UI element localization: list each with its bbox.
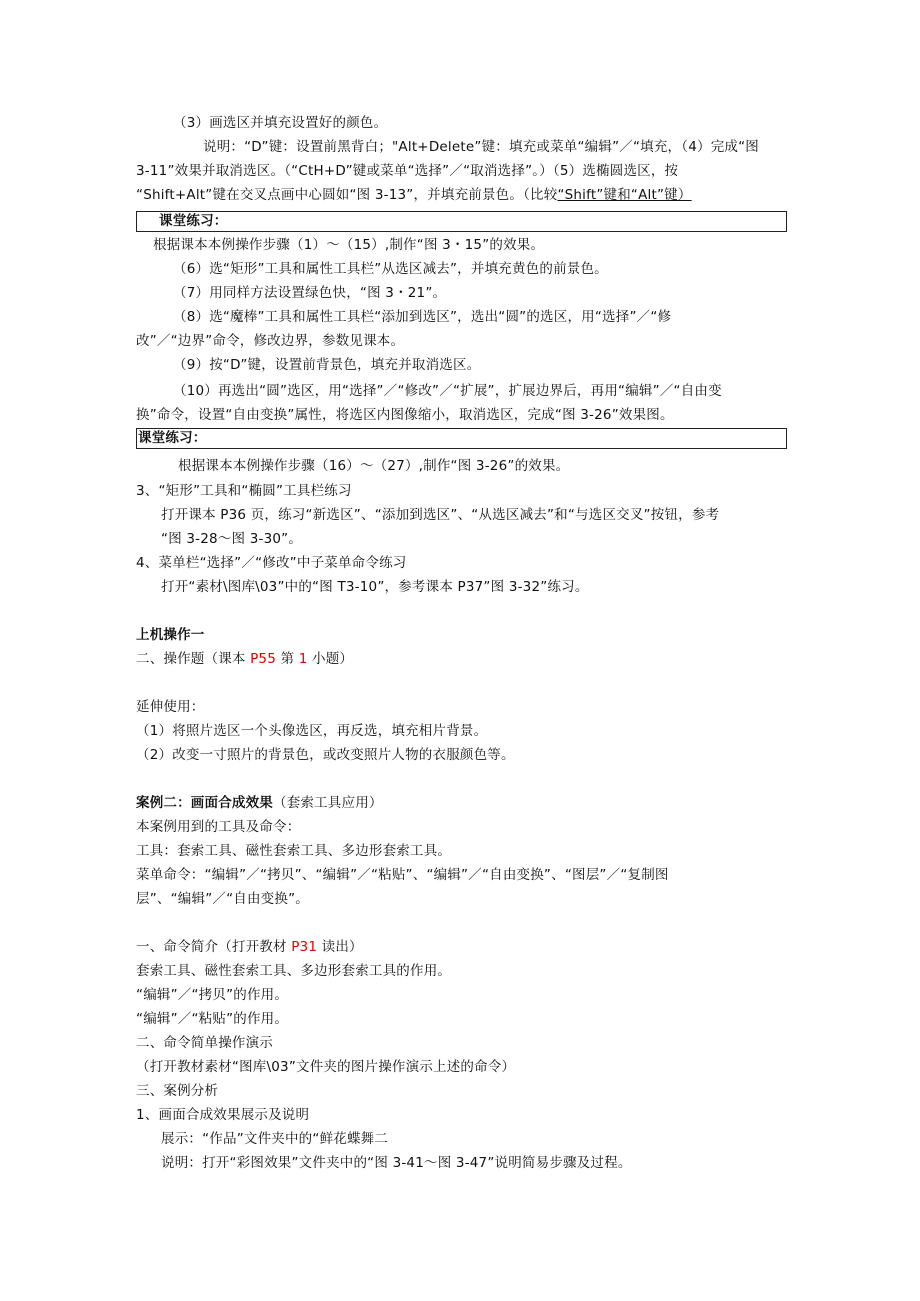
exercise-text-1: 根据课本本例操作步骤（1）～（15）,制作“图 3・15”的效果。	[153, 237, 545, 253]
command-intro-a: 一、命令简介（打开教材	[136, 939, 292, 955]
demo-heading: 二、命令简单操作演示	[136, 1035, 273, 1051]
analysis-item-1: 1、画面合成效果展示及说明	[136, 1107, 310, 1123]
step-8-text: （8）选“魔棒”工具和属性工具栏“添加到选区”，选出“圆”的选区，用“选择”／“修	[173, 309, 672, 325]
command-intro-heading	[136, 937, 363, 957]
extension-item-2: （2）改变一寸照片的背景色，或改变照片人物的衣服颜色等。	[136, 747, 515, 763]
lab-heading: 上机操作一	[136, 627, 205, 643]
exercise-box-1	[136, 211, 787, 232]
step-9-text: （9）按“D”键，设置前背景色，填充并取消选区。	[173, 357, 481, 373]
case-2-tools: 工具：套索工具、磁性套索工具、多边形套索工具。	[136, 843, 452, 859]
command-intro-2: “编辑”／“拷贝”的作用。	[136, 987, 289, 1003]
extension-item-1: （1）将照片选区一个头像选区，再反选，填充相片背景。	[136, 723, 488, 739]
operation-question-a: 二、操作题（课本	[136, 651, 251, 667]
analysis-explain: 说明：打开“彩图效果”文件夹中的“图 3-41～图 3-47”说明简易步骤及过程。	[161, 1155, 632, 1171]
command-intro-c: 读出）	[317, 939, 363, 955]
note-text-3a: “Shift+Alt”键在交叉点画中心圆如“图 3-13”，并填充前景色。（比较	[136, 187, 558, 203]
extension-heading: 延伸使用：	[136, 699, 205, 715]
section-4-heading: 4、菜单栏“选择”／“修改”中子菜单命令练习	[136, 555, 407, 571]
command-intro-3: “编辑”／“粘贴”的作用。	[136, 1011, 289, 1027]
section-3-text-1: 打开课本 P36 页，练习“新选区”、“添加到选区”、“从选区减去”和“与选区交叉”按钮，参考	[161, 507, 720, 523]
step-7-text: （7）用同样方法设置绿色快，“图 3・21”。	[173, 285, 447, 301]
command-intro-1: 套索工具、磁性套索工具、多边形套索工具的作用。	[136, 963, 452, 979]
analysis-show: 展示：“作品”文件夹中的“鲜花蝶舞二	[161, 1131, 389, 1147]
note-text-3	[136, 185, 692, 205]
case-2-menu-2: 层”、“编辑”／“自由变换”。	[136, 891, 309, 907]
page-ref-p55: P55	[250, 651, 277, 667]
step-6-text: （6）选“矩形”工具和属性工具栏”从选区减去”，并填充黄色的前景色。	[173, 261, 608, 277]
page-ref-p31: P31	[291, 939, 318, 955]
section-3-text-2: “图 3-28～图 3-30”。	[161, 531, 303, 547]
section-3-heading: 3、“矩形”工具和“椭圆”工具栏练习	[136, 483, 352, 499]
exercise-heading-1: 课堂练习：	[159, 213, 228, 229]
operation-question	[136, 649, 353, 669]
analysis-heading: 三、案例分析	[136, 1083, 219, 1099]
step-10-text: （10）再选出“圆”选区，用“选择”／“修改”／“扩展”，扩展边界后，再用“编辑”／“自由变	[173, 383, 722, 399]
step-3-text: （3）画选区并填充设置好的颜色。	[173, 115, 388, 131]
step-8-text-cont: 改”／“边界”命令，修改边界，参数见课本。	[136, 333, 405, 349]
exercise-heading-2: 课堂练习：	[138, 430, 207, 446]
demo-text: （打开教材素材“图库\03”文件夹的图片操作演示上述的命令）	[136, 1059, 516, 1075]
exercise-box-2	[136, 428, 787, 449]
note-text-3b: “Shift”键和“Alt”键）	[557, 187, 692, 203]
note-text-1: 说明：“D”键：设置前黑背白；"Alt+Delete”键：填充或菜单“编辑”／“填充，（4）完成“图	[203, 139, 759, 155]
section-4-text: 打开“素材\图库\03”中的“图 T3-10”，参考课本 P37”图 3-32”练习。	[161, 579, 589, 595]
operation-question-e: 小题）	[307, 651, 354, 667]
case-2-heading	[136, 793, 383, 813]
question-number: 1	[298, 651, 308, 667]
case-2-subtitle: （套索工具应用）	[273, 795, 383, 811]
step-10-text-cont: 换”命令，设置“自由变换”属性，将选区内图像缩小，取消选区，完成“图 3-26”效果图。	[136, 407, 674, 423]
note-text-2: 3-11”效果并取消选区。（“CtH+D”键或菜单“选择”／“取消选择”。）（5）选椭圆选区，按	[136, 163, 679, 179]
case-2-title: 案例二：画面合成效果	[136, 795, 273, 811]
exercise-text-2: 根据课本本例操作步骤（16）～（27）,制作“图 3-26”的效果。	[178, 458, 570, 474]
case-2-intro: 本案例用到的工具及命令：	[136, 819, 301, 835]
operation-question-c: 第	[276, 651, 299, 667]
case-2-menu-1: 菜单命令：“编辑”／“拷贝”、“编辑”／“粘贴”、“编辑”／“自由变换”、“图层”／“复制图	[136, 867, 669, 883]
